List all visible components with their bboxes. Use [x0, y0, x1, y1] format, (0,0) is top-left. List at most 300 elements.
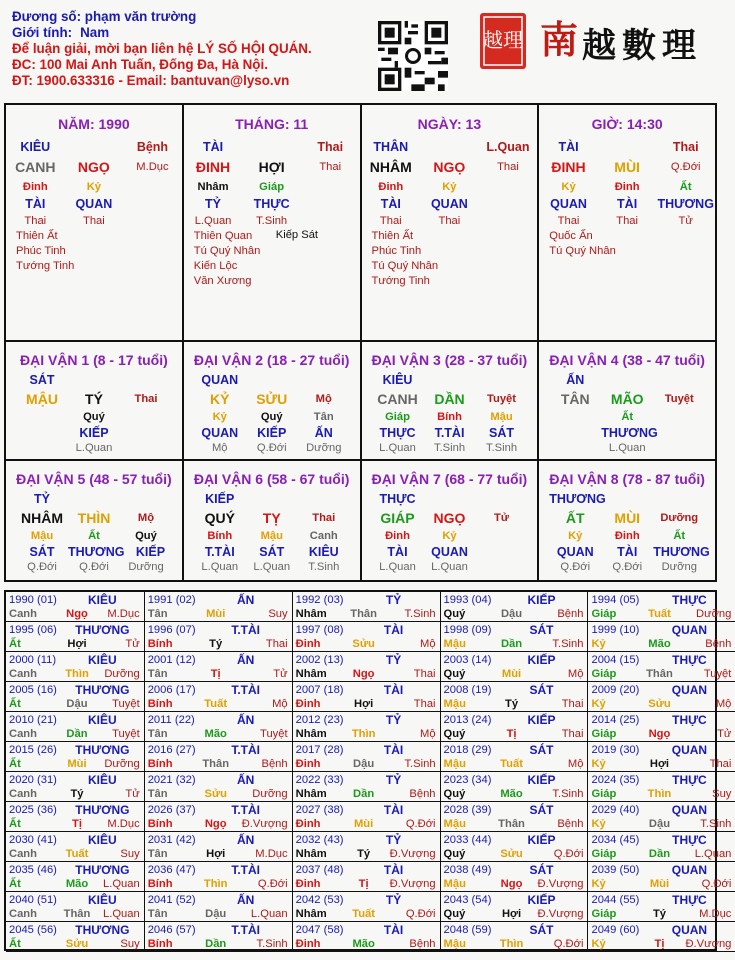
- year-cell[interactable]: [145, 892, 293, 922]
- pillar-cell: Thai: [82, 215, 105, 227]
- life-stage: L.Quan: [103, 908, 140, 920]
- year-top: [444, 893, 586, 907]
- year-label: 2011 (22): [147, 714, 195, 726]
- life-stage: T.Sinh: [256, 938, 288, 950]
- branch: Tị: [72, 818, 82, 830]
- year-top: [148, 623, 290, 637]
- pillar-cell: Bệnh: [136, 140, 169, 154]
- year-cell[interactable]: [145, 802, 293, 832]
- stem: Quý: [443, 608, 466, 620]
- shen-sha-note: Thiên Quan: [193, 230, 253, 242]
- year-cell[interactable]: [6, 832, 145, 862]
- shen-sha-note: Quốc Ấn: [549, 230, 593, 242]
- pillar-cell: Thai: [379, 215, 402, 227]
- year-bottom: [296, 817, 438, 831]
- ten-god: QUAN: [671, 623, 708, 637]
- dai-van-cell: ẤT: [565, 509, 585, 526]
- year-label: 2008 (19): [443, 684, 492, 696]
- year-top: [148, 683, 290, 697]
- dai-van-cell: Quý: [135, 530, 157, 543]
- dai-van-row: [194, 560, 360, 576]
- year-cell[interactable]: [293, 682, 441, 712]
- dai-van-cell: THƯƠNG: [601, 425, 658, 440]
- stem: Tân: [147, 608, 168, 620]
- dai-van-row: [16, 388, 182, 410]
- year-label: 2043 (54): [443, 894, 492, 906]
- dai-van-row: [549, 560, 715, 576]
- dai-van-row: [194, 441, 360, 457]
- year-top: [591, 923, 733, 937]
- branch: Mão: [500, 788, 523, 800]
- dai-van-cell: QUAN: [201, 425, 239, 440]
- pillar-cell: Thai: [317, 140, 344, 154]
- shen-sha-note: Tú Quý Nhân: [193, 245, 261, 257]
- year-label: 2013 (24): [443, 714, 492, 726]
- year-cell[interactable]: [588, 832, 735, 862]
- ten-god: SÁT: [529, 923, 554, 937]
- year-label: 2037 (48): [295, 864, 344, 876]
- life-stage: Dưỡng: [104, 758, 140, 770]
- shen-sha-note: Tú Quý Nhân: [371, 260, 439, 272]
- year-cell[interactable]: [145, 922, 293, 952]
- year-cell[interactable]: [441, 802, 589, 832]
- branch: Tý: [505, 698, 519, 710]
- pillar-cell: THƯƠNG: [657, 197, 714, 211]
- pillar-cell: Thai: [672, 140, 699, 154]
- branch: Dậu: [353, 758, 375, 770]
- stem: Đinh: [295, 818, 321, 830]
- dai-van-cell: Q.Đới: [256, 442, 287, 455]
- pillar-cell: THÂN: [373, 140, 409, 154]
- branch: Tý: [357, 848, 371, 860]
- ten-god: KIẾP: [527, 593, 556, 607]
- dai-van-cell: MÙI: [614, 509, 641, 526]
- dai-van-cell: L.Quan: [201, 561, 239, 574]
- pillar-row: [184, 212, 360, 230]
- year-cell[interactable]: [588, 682, 735, 712]
- dai-van-body: [184, 372, 360, 456]
- pillar-title: NĂM: 1990: [58, 116, 130, 132]
- year-cell[interactable]: [6, 772, 145, 802]
- stem: Quý: [443, 728, 466, 740]
- pillar-notes: [372, 229, 439, 289]
- seal-icon: [478, 9, 714, 73]
- life-stage: Mộ: [567, 758, 584, 770]
- pillar-cell: TÀI: [380, 197, 401, 211]
- year-cell[interactable]: [145, 592, 293, 622]
- dai-van-row: [372, 425, 538, 441]
- year-cell[interactable]: [6, 652, 145, 682]
- pillar-row: [539, 196, 715, 212]
- year-label: 2049 (60): [591, 924, 640, 936]
- dai-van-cell: Giáp: [385, 411, 410, 424]
- annual-luck-grid: [4, 590, 732, 951]
- dai-van-cell: Bính: [437, 411, 462, 424]
- year-cell[interactable]: [588, 652, 735, 682]
- ten-god: T.TÀI: [231, 923, 260, 937]
- year-top: [148, 893, 290, 907]
- dai-van-row: [16, 529, 182, 545]
- life-stage: Tuyệt: [703, 668, 732, 680]
- dai-van-row: [549, 507, 715, 529]
- year-label: 2046 (57): [147, 924, 196, 936]
- year-top: [591, 863, 733, 877]
- life-stage: Dưỡng: [104, 668, 140, 680]
- year-cell[interactable]: [6, 682, 145, 712]
- dai-van-row: [194, 544, 360, 560]
- dai-van-body: [362, 372, 538, 456]
- pillar-row: [362, 196, 538, 212]
- year-top: [148, 593, 290, 607]
- year-cell[interactable]: [6, 922, 145, 952]
- stem: Kỷ: [591, 878, 606, 890]
- stem: Quý: [443, 848, 466, 860]
- ten-god: THƯƠNG: [75, 803, 130, 817]
- shen-sha-note: Tướng Tinh: [16, 260, 75, 272]
- year-cell[interactable]: [293, 892, 441, 922]
- pillar-cell: TÀI: [25, 197, 46, 211]
- dai-van-row-2: [4, 461, 717, 582]
- pillar-cell: QUAN: [550, 197, 587, 211]
- year-cell[interactable]: [588, 862, 735, 892]
- year-top: [591, 833, 733, 847]
- life-stage: Q.Đới: [701, 878, 732, 890]
- life-stage: Tuyệt: [260, 728, 288, 740]
- dai-van-row: [372, 388, 538, 410]
- stem: Đinh: [295, 638, 321, 650]
- year-cell[interactable]: [588, 772, 735, 802]
- dai-van-cell: MẬU: [26, 390, 58, 407]
- dai-van-row: [16, 544, 182, 560]
- year-label: 2028 (39): [443, 804, 492, 816]
- dai-van-body: [362, 491, 538, 575]
- year-bottom: [591, 907, 733, 921]
- dai-van-row: [549, 410, 715, 426]
- year-top: [296, 863, 438, 877]
- year-cell[interactable]: [441, 922, 589, 952]
- year-label: 2047 (58): [295, 924, 344, 936]
- life-stage: Thai: [709, 758, 732, 770]
- branch: Mão: [65, 878, 89, 890]
- pillar-cell: MÙI: [614, 159, 640, 175]
- branch: Sửu: [65, 938, 89, 950]
- dai-van-body: [539, 491, 715, 575]
- year-cell[interactable]: [6, 712, 145, 742]
- year-bottom: [444, 667, 586, 681]
- year-top: [148, 773, 290, 787]
- year-cell[interactable]: [441, 682, 589, 712]
- pillar-cell: QUAN: [75, 197, 113, 211]
- life-stage: T.Sinh: [552, 788, 584, 800]
- dai-van-cell: Quý: [83, 411, 105, 424]
- dai-van-cell: TÂN: [560, 390, 590, 407]
- life-stage: T.Sinh: [552, 638, 584, 650]
- dai-van-cell: Đinh: [614, 530, 640, 543]
- pillar-row: [539, 178, 715, 196]
- life-stage: Tử: [717, 728, 732, 740]
- year-bottom: [9, 607, 142, 621]
- dai-van-cell: KỶ: [210, 390, 230, 407]
- year-label: 1996 (07): [147, 624, 196, 636]
- dai-van-row: [194, 491, 360, 507]
- dai-van-cell: CANH: [377, 390, 418, 407]
- life-stage: M.Dục: [107, 818, 140, 830]
- year-cell[interactable]: [588, 922, 735, 952]
- dai-van-cell: Ất: [88, 530, 100, 543]
- dai-van-row: [372, 441, 538, 457]
- year-label: 2026 (37): [147, 804, 196, 816]
- year-cell[interactable]: [145, 622, 293, 652]
- year-top: [148, 743, 290, 757]
- ten-god: THỰC: [672, 653, 707, 667]
- stem: Tân: [147, 788, 168, 800]
- year-cell[interactable]: [6, 622, 145, 652]
- stem: Tân: [147, 728, 168, 740]
- ten-god: SÁT: [529, 743, 554, 757]
- pillar-cell: Đinh: [378, 181, 404, 193]
- dai-van-cell: THƯƠNG: [68, 544, 125, 559]
- year-cell[interactable]: [441, 772, 589, 802]
- year-bottom: [444, 907, 586, 921]
- year-cell[interactable]: [441, 892, 589, 922]
- year-top: [444, 773, 586, 787]
- dai-van-row: [16, 425, 182, 441]
- year-bottom: [9, 727, 142, 741]
- year-cell[interactable]: [293, 622, 441, 652]
- pillar-cell: Thai: [24, 215, 47, 227]
- pillar-cell: Q.Đới: [670, 161, 701, 173]
- year-label: 2041 (52): [147, 894, 196, 906]
- year-cell[interactable]: [588, 742, 735, 772]
- year-top: [148, 713, 290, 727]
- dai-van-cell: DẦN: [434, 390, 465, 407]
- stem: Tân: [147, 908, 168, 920]
- life-stage: Thai: [561, 728, 584, 740]
- ten-god: ẤN: [236, 833, 255, 847]
- year-cell[interactable]: [145, 772, 293, 802]
- pillar-cell: TÀI: [202, 140, 224, 154]
- ten-god: THỰC: [672, 773, 707, 787]
- dai-van-cell: Đinh: [385, 530, 410, 543]
- stem: Kỷ: [591, 638, 606, 650]
- dai-van-row: [372, 544, 538, 560]
- dai-van-cell: KIẾP: [79, 425, 109, 440]
- pillar-cell: NHÂM: [369, 159, 412, 175]
- ten-god: THỰC: [672, 713, 707, 727]
- year-label: 2027 (38): [295, 804, 344, 816]
- year-cell[interactable]: [6, 862, 145, 892]
- dai-van-cell: THƯƠNG: [653, 544, 710, 559]
- life-stage: Q.Đới: [257, 878, 288, 890]
- dai-van-cell: L.Quan: [431, 561, 468, 574]
- year-cell[interactable]: [293, 802, 441, 832]
- ten-god: T.TÀI: [231, 743, 260, 757]
- dai-van-body: [184, 491, 360, 575]
- stem: Đinh: [295, 698, 321, 710]
- year-bottom: [296, 637, 438, 651]
- year-cell[interactable]: [441, 832, 589, 862]
- year-bottom: [148, 667, 290, 681]
- dai-van-cell: SÁT: [29, 372, 55, 387]
- year-cell[interactable]: [588, 712, 735, 742]
- ten-god: SÁT: [529, 863, 554, 877]
- pillar-notes: [194, 229, 261, 289]
- pillar-title: NGÀY: 13: [417, 116, 482, 132]
- year-cell[interactable]: [588, 622, 735, 652]
- stem: Giáp: [591, 908, 617, 920]
- qr-code-icon[interactable]: [378, 21, 448, 91]
- branch: Ngọ: [500, 878, 523, 890]
- shen-sha-note: Kiếp Sát: [275, 229, 319, 241]
- year-cell[interactable]: [145, 712, 293, 742]
- year-cell[interactable]: [588, 802, 735, 832]
- life-stage: M.Dục: [107, 608, 140, 620]
- year-top: [9, 683, 142, 697]
- year-bottom: [296, 697, 438, 711]
- ten-god: THƯƠNG: [75, 683, 130, 697]
- year-cell[interactable]: [293, 742, 441, 772]
- dai-van-cell: GIÁP: [380, 509, 415, 526]
- branch: Mùi: [206, 608, 226, 620]
- year-label: 1997 (08): [295, 624, 344, 636]
- dai-van-cell: Tử: [494, 511, 509, 524]
- life-stage: Bệnh: [409, 938, 436, 950]
- life-stage: Q.Đới: [405, 818, 436, 830]
- dai-van-row: [549, 491, 715, 507]
- ten-god: TỶ: [385, 773, 402, 787]
- year-label: 2045 (56): [9, 924, 57, 936]
- year-bottom: [9, 637, 142, 651]
- stem: Giáp: [591, 668, 617, 680]
- life-stage: Mộ: [420, 728, 436, 740]
- shen-sha-note: Thiên Ất: [16, 230, 58, 242]
- pillar-row: [362, 178, 538, 196]
- dai-van-cell: Canh: [309, 530, 338, 543]
- year-cell[interactable]: [145, 682, 293, 712]
- branch: Dần: [353, 788, 375, 800]
- year-bottom: [444, 787, 586, 801]
- branch: Mão: [648, 638, 671, 650]
- pillar-row: [6, 178, 182, 196]
- year-top: [444, 683, 586, 697]
- year-bottom: [444, 847, 586, 861]
- year-label: 2044 (55): [591, 894, 640, 906]
- year-bottom: [148, 937, 290, 951]
- year-top: [591, 893, 733, 907]
- life-stage: Đ.Vượng: [241, 818, 288, 830]
- branch: Sửu: [648, 698, 671, 710]
- year-cell[interactable]: [441, 712, 589, 742]
- year-top: [444, 863, 586, 877]
- year-cell[interactable]: [293, 592, 441, 622]
- year-cell[interactable]: [441, 862, 589, 892]
- dai-van-row: [194, 410, 360, 426]
- year-label: 2006 (17): [147, 684, 196, 696]
- life-stage: Thai: [561, 698, 584, 710]
- year-bottom: [148, 877, 290, 891]
- branch: Thân: [646, 668, 673, 680]
- year-cell[interactable]: [293, 712, 441, 742]
- year-cell[interactable]: [145, 862, 293, 892]
- life-stage: M.Dục: [255, 848, 288, 860]
- year-top: [148, 653, 290, 667]
- year-bottom: [148, 727, 290, 741]
- pillar-1: [184, 105, 362, 340]
- dai-van-body: [6, 372, 182, 456]
- year-cell[interactable]: [145, 742, 293, 772]
- dai-van-row: [549, 388, 715, 410]
- year-cell[interactable]: [293, 652, 441, 682]
- year-bottom: [148, 817, 290, 831]
- dai-van-cell: T.Sinh: [485, 442, 518, 455]
- year-bottom: [444, 727, 586, 741]
- year-cell[interactable]: [588, 892, 735, 922]
- dai-van-cell: Mậu: [490, 411, 513, 424]
- year-bottom: [148, 697, 290, 711]
- year-cell[interactable]: [441, 652, 589, 682]
- ten-god: TỶ: [385, 713, 402, 727]
- stem: Nhâm: [295, 908, 327, 920]
- life-stage: L.Quan: [694, 848, 732, 860]
- pillar-row: [6, 156, 182, 178]
- dai-van-4: [539, 342, 715, 459]
- year-top: [444, 623, 586, 637]
- year-cell[interactable]: [145, 652, 293, 682]
- year-label: 2031 (42): [147, 834, 196, 846]
- year-bottom: [9, 787, 142, 801]
- life-stage: L.Quan: [250, 908, 288, 920]
- branch: Hợi: [354, 698, 374, 710]
- ten-god: KIÊU: [88, 593, 117, 607]
- year-top: [296, 773, 438, 787]
- year-cell[interactable]: [293, 922, 441, 952]
- year-top: [9, 653, 142, 667]
- ten-god: THƯƠNG: [75, 863, 130, 877]
- year-cell[interactable]: [441, 592, 589, 622]
- dai-van-body: [6, 491, 182, 575]
- dai-van-cell: THƯƠNG: [549, 491, 606, 506]
- pillar-row: [6, 196, 182, 212]
- pillar-cell: Đinh: [614, 181, 640, 193]
- pillar-row: [6, 212, 182, 230]
- year-label: 2021 (32): [147, 774, 196, 786]
- year-top: [591, 743, 733, 757]
- dai-van-row: [16, 507, 182, 529]
- ten-god: ẤN: [236, 593, 255, 607]
- year-cell[interactable]: [6, 742, 145, 772]
- dai-van-cell: L.Quan: [253, 561, 291, 574]
- year-cell[interactable]: [441, 742, 589, 772]
- year-bottom: [296, 727, 438, 741]
- pillar-row: [184, 178, 360, 196]
- dai-van-row: [372, 507, 538, 529]
- year-cell[interactable]: [293, 772, 441, 802]
- year-cell[interactable]: [6, 892, 145, 922]
- year-top: [9, 893, 142, 907]
- year-top: [296, 743, 438, 757]
- year-cell[interactable]: [145, 832, 293, 862]
- dai-van-cell: SÁT: [259, 544, 285, 559]
- year-cell[interactable]: [293, 832, 441, 862]
- year-cell[interactable]: [588, 592, 735, 622]
- stem: Kỷ: [591, 818, 606, 830]
- year-cell[interactable]: [293, 862, 441, 892]
- year-cell[interactable]: [6, 592, 145, 622]
- year-bottom: [591, 607, 733, 621]
- year-top: [444, 833, 586, 847]
- year-cell[interactable]: [6, 802, 145, 832]
- year-cell[interactable]: [441, 622, 589, 652]
